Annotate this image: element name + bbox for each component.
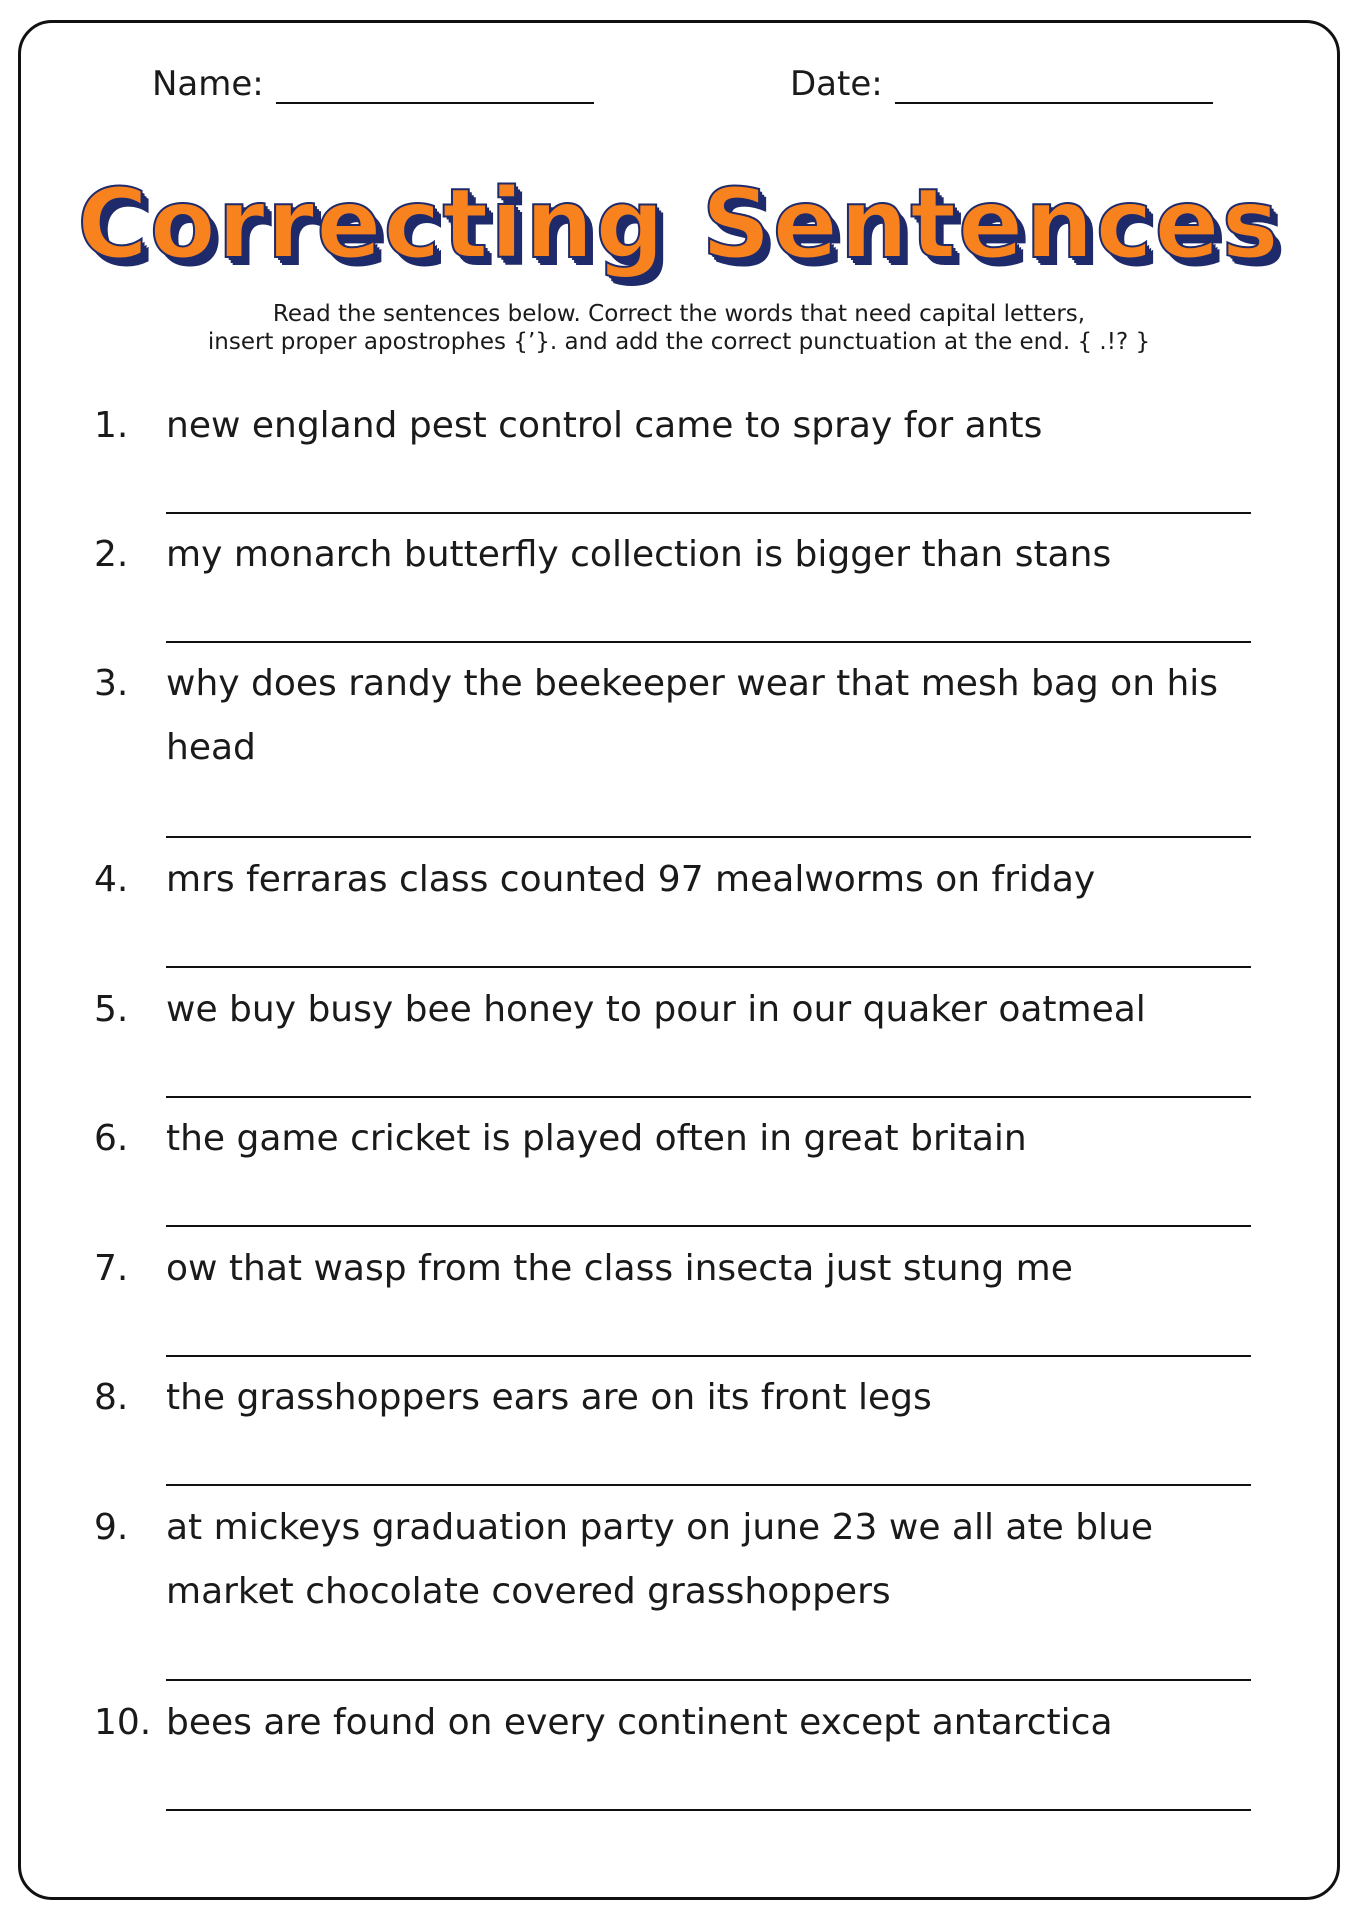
question-1 (94, 394, 1254, 458)
question-number: 7. (94, 1248, 129, 1289)
question-number: 3. (94, 663, 129, 704)
question-text: ow that wasp from the class insecta just stung me (166, 1248, 1073, 1289)
question-10 (94, 1691, 1254, 1755)
date-blank[interactable] (895, 70, 1213, 104)
question-number: 9. (94, 1507, 129, 1548)
question-text: we buy busy bee honey to pour in our quaker oatmeal (166, 989, 1146, 1030)
question-number: 8. (94, 1377, 129, 1418)
question-text: the game cricket is played often in great britain (166, 1118, 1027, 1159)
question-number: 5. (94, 989, 129, 1030)
question-text: my monarch butterfly collection is bigger than stans (166, 534, 1112, 575)
name-field (152, 64, 594, 104)
question-text: new england pest control came to spray for ants (166, 405, 1043, 446)
question-6 (94, 1107, 1254, 1171)
answer-line-8[interactable] (166, 1484, 1251, 1486)
question-7 (94, 1237, 1254, 1301)
question-text: the grasshoppers ears are on its front legs (166, 1377, 932, 1418)
answer-line-5[interactable] (166, 1096, 1251, 1098)
question-5 (94, 978, 1254, 1042)
question-number: 4. (94, 859, 129, 900)
answer-line-4[interactable] (166, 966, 1251, 968)
question-text: mrs ferraras class counted 97 mealworms on friday (166, 859, 1096, 900)
question-4 (94, 848, 1254, 912)
name-label: Name: (152, 64, 264, 104)
instructions-line-1: Read the sentences below. Correct the words that need capital letters, (272, 301, 1086, 327)
question-number: 10. (94, 1702, 152, 1743)
question-9 (94, 1496, 1254, 1624)
question-3 (94, 652, 1254, 780)
name-blank[interactable] (276, 70, 594, 104)
question-8 (94, 1366, 1254, 1430)
question-2 (94, 523, 1254, 587)
instructions (0, 300, 1358, 356)
instructions-line-2: insert proper apostrophes {’}. and add the correct punctuation at the end. { .!? } (207, 329, 1151, 355)
date-label: Date: (790, 64, 883, 104)
question-text: bees are found on every continent except antarctica (166, 1702, 1113, 1743)
answer-line-10[interactable] (166, 1809, 1251, 1811)
question-text: why does randy the beekeeper wear that mesh bag on his head (166, 663, 1219, 768)
answer-line-9[interactable] (166, 1679, 1251, 1681)
date-field (790, 64, 1213, 104)
question-number: 2. (94, 534, 129, 575)
answer-line-3[interactable] (166, 836, 1251, 838)
question-text: at mickeys graduation party on june 23 we all ate blue market chocolate covered grasshoppers (166, 1507, 1154, 1612)
answer-line-1[interactable] (166, 512, 1251, 514)
answer-line-7[interactable] (166, 1355, 1251, 1357)
question-number: 6. (94, 1118, 129, 1159)
worksheet-title: Correcting Sentences (77, 168, 1281, 280)
answer-line-6[interactable] (166, 1225, 1251, 1227)
answer-line-2[interactable] (166, 641, 1251, 643)
question-number: 1. (94, 405, 129, 446)
